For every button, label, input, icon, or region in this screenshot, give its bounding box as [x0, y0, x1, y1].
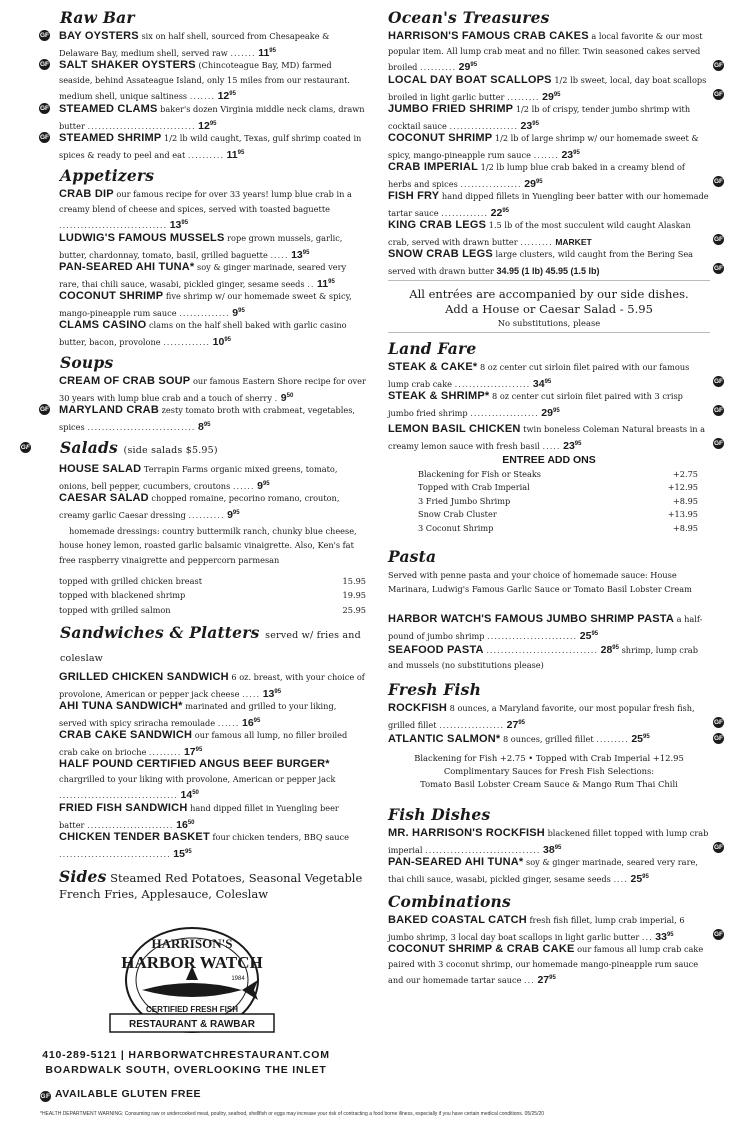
item-name: LOCAL DAY BOAT SCALLOPS: [388, 74, 552, 86]
pasta-section: [388, 547, 710, 670]
sandwiches-section: [40, 623, 366, 859]
logo-year-text: 1984: [231, 976, 245, 982]
item-name: STEAK & CAKE*: [388, 361, 478, 373]
item-desc: 8 oz center cut sirloin filet paired with our famous lump crab cake: [388, 362, 690, 389]
sides-title: Sides: [59, 867, 107, 887]
gluten-free-icon: GF: [713, 440, 724, 447]
addon-row: Snow Crab Cluster +13.95: [418, 509, 698, 520]
salad-add-note: Add a House or Caesar Salad - 5.95: [445, 302, 653, 316]
item-desc: our famous all lump crab cake paired with 3 coconut shrimp, our homemade mango-pineapple rum sauce and our homemade tartar sauce: [388, 944, 704, 986]
item-price: $33^{95}$: [655, 930, 674, 943]
item-name: SNOW CRAB LEGS: [388, 248, 493, 260]
menu-item: CRAB CAKE SANDWICH our famous all lump, no filler broiled crab cake on brioche ......... $17^{95}$: [59, 729, 348, 758]
item-price: $11^{95}$: [226, 148, 245, 161]
topping-row: topped with blackened shrimp 19.95: [59, 590, 366, 601]
addon-row: Topped with Crab Imperial +12.95: [418, 482, 698, 493]
item-name: MARYLAND CRAB: [59, 404, 159, 416]
health-warning: *HEALTH DEPARTMENT WARNING: Consuming raw or undercooked meat, poultry, seafood, shellfish or eggs may increase your risk of contracting a food borne illness, especially if you have certain medical conditions. 05/25/20: [40, 1111, 545, 1117]
item-price: $15^{95}$: [173, 847, 192, 860]
item-price: $23^{95}$: [561, 148, 580, 161]
item-price: $12^{95}$: [198, 119, 217, 132]
no-subs-note: No substitutions, please: [497, 318, 601, 328]
item-name: MR. HARRISON'S ROCKFISH: [388, 827, 545, 840]
menu-item: CRAB DIP our famous recipe for over 33 years! lump blue crab in a creamy blend of cheese and spices, served with toasted baguette .............................. $13^{95}$: [59, 188, 352, 232]
item-price: MARKET: [555, 236, 592, 247]
item-price: $8^{95}$: [198, 420, 211, 433]
item-price: $28^{95}$: [600, 644, 619, 657]
item-price: $9^{95}$: [232, 306, 245, 319]
item-desc: chopped romaine, pecorino romano, crouton, creamy garlic Caesar dressing: [59, 493, 340, 520]
item-desc: our famous all lump, no filler broiled crab cake on brioche: [59, 730, 348, 757]
item-name: HALF POUND CERTIFIED ANGUS BEEF BURGER*: [59, 758, 330, 771]
dressings-text: homemade dressings: country buttermilk ranch, chunky blue cheese, house honey lemon, roasted garlic balsamic vinaigrette. Also, Ken's fat free raspberry vinaigrette and peppercorn parmesan: [59, 526, 357, 565]
gluten-free-icon: GF: [713, 236, 724, 243]
sides-section: [59, 867, 366, 902]
menu-item: SEAFOOD PASTA ............................... $28^{95}$ shrimp, lump crab and mussels (no substitutions please): [388, 644, 698, 670]
item-name: SEAFOOD PASTA: [388, 644, 484, 657]
gluten-free-icon: GF: [713, 378, 724, 385]
item-desc: 1/2 lb of large shrimp w/ our homemade sweet & spicy, mango-pineapple rum sauce: [388, 133, 699, 160]
gluten-free-icon: GF: [713, 265, 724, 272]
item-name: CRAB DIP: [59, 188, 114, 200]
menu-item: COCONUT SHRIMP 1/2 lb of large shrimp w/ our homemade sweet & spicy, mango-pineapple rum sauce ....... $23^{95}$: [388, 132, 699, 161]
item-desc: large clusters, wild caught from the Bering Sea served with drawn butter: [388, 249, 694, 276]
contact-phone-web[interactable]: 410-289-5121 | HARBORWATCHRESTAURANT.COM: [42, 1049, 330, 1061]
gluten-free-legend: GF AVAILABLE GLUTEN FREE: [40, 1088, 202, 1100]
item-price: $29^{95}$: [542, 90, 561, 103]
item-price: $25^{95}$: [631, 733, 650, 746]
menu-item: GF STEAMED CLAMS baker's dozen Virginia middle neck clams, drawn butter .............................. $12^{95}$: [39, 103, 365, 132]
right-column: [388, 8, 724, 987]
fish-dishes-section: [388, 805, 724, 885]
item-name: PAN-SEARED AHI TUNA*: [388, 856, 524, 869]
item-name: STEAK & SHRIMP*: [388, 390, 490, 402]
item-desc: zesty tomato broth with crabmeat, vegetables, spices: [59, 405, 356, 432]
addon-row: 3 Coconut Shrimp +8.95: [418, 522, 698, 533]
item-desc: chargrilled to your liking with provolone, American or pepper jack: [59, 773, 336, 784]
oceans-section: [388, 8, 724, 333]
item-price: $38^{95}$: [543, 843, 562, 856]
item-desc: our famous Eastern Shore recipe for over 30 years with lump blue crab and a touch of sherry: [59, 376, 366, 403]
menu-item: FISH FRY hand dipped fillets in Yuengling beer batter with our homemade tartar sauce ............. $22^{95}$: [388, 190, 709, 219]
menu-item: COCONUT SHRIMP five shrimp w/ our homemade sweet & spicy, mango-pineapple rum sauce .............. $9^{95}$: [59, 290, 352, 319]
item-price: $17^{95}$: [183, 745, 203, 758]
item-price: $9^{50}$: [280, 391, 294, 404]
menu-item: PAN-SEARED AHI TUNA* soy & ginger marinade, seared very rare, thai chili sauce, wasabi, pickled ginger, sesame seeds .. $11^{95}$: [59, 261, 347, 290]
item-desc: twin boneless Coleman Natural breasts in a creamy lemon sauce with fresh basil: [388, 424, 706, 451]
item-price: $16^{95}$: [241, 716, 261, 729]
item-name: CRAB IMPERIAL: [388, 161, 478, 173]
menu-item: CRAB IMPERIAL 1/2 lb lump blue crab baked in a creamy blend of herbs and spices ................. $29^{95}$ GF: [388, 161, 724, 190]
item-desc: our famous recipe for over 33 years! lump blue crab in a creamy blend of cheese and spices, served with toasted baguette: [59, 189, 352, 214]
item-name: AHI TUNA SANDWICH*: [59, 700, 183, 713]
item-name: STEAMED CLAMS: [59, 103, 158, 115]
item-desc: a local favorite & our most popular item. All lump crab meat and no filler. Twin seasoned cakes served broiled: [388, 31, 703, 73]
item-name: BAKED COASTAL CATCH: [388, 914, 527, 927]
item-price: $25^{95}$: [630, 872, 649, 885]
item-name: PAN-SEARED AHI TUNA*: [59, 261, 195, 273]
item-desc: Terrapin Farms organic mixed greens, tomato, onions, bell pepper, cucumbers, croutons: [59, 464, 338, 491]
item-name: CAESAR SALAD: [59, 492, 149, 504]
item-name: HOUSE SALAD: [59, 463, 142, 475]
logo-name-text: HARBOR WATCH: [121, 953, 263, 972]
logo-banner-text: RESTAURANT & RAWBAR: [129, 1019, 255, 1030]
gluten-free-icon: GF: [713, 62, 724, 69]
item-name: SALT SHAKER OYSTERS: [59, 59, 196, 71]
left-column: [20, 8, 366, 902]
harbor-watch-logo: [92, 922, 292, 1044]
menu-item: STEAK & SHRIMP* 8 oz center cut sirloin filet paired with 3 crisp jumbo fried shrimp ................... $29^{95}$ GF: [388, 390, 724, 419]
item-price: 34.95 (1 lb) 45.95 (1.5 lb): [496, 265, 600, 276]
item-price: $10^{95}$: [212, 335, 232, 348]
land-fare-title: Land Fare: [388, 339, 477, 358]
contact-location: BOARDWALK SOUTH, OVERLOOKING THE INLET: [45, 1064, 327, 1076]
item-desc: soy & ginger marinade, seared very rare, thai chili sauce, wasabi, pickled ginger, sesame seeds: [59, 262, 347, 289]
divider: [388, 332, 710, 333]
topping-row: topped with grilled salmon 25.95: [59, 604, 366, 615]
item-desc: 1/2 lb of crispy, tender jumbo shrimp with cocktail sauce: [388, 104, 691, 131]
logo-ring-text: CERTIFIED FRESH FISH: [145, 1005, 239, 1014]
item-price: $22^{95}$: [490, 206, 509, 219]
item-desc: five shrimp w/ our homemade sweet & spicy, mango-pineapple rum sauce: [59, 291, 352, 318]
addon-row: Blackening for Fish or Steaks +2.75: [418, 469, 698, 479]
raw-bar-section: [40, 8, 366, 160]
item-desc: (Chincoteague Bay, MD) farmed seaside, behind Assateague Island, only 15 miles from our restaurant. medium shell, unique saltiness: [59, 60, 351, 102]
menu-item: GF MARYLAND CRAB zesty tomato broth with crabmeat, vegetables, spices .............................. $8^{95}$: [39, 404, 356, 433]
item-name: LUDWIG'S FAMOUS MUSSELS: [59, 232, 225, 244]
item-desc: four chicken tenders, BBQ sauce: [212, 832, 349, 843]
menu-item: LOCAL DAY BOAT SCALLOPS 1/2 lb sweet, local, day boat scallops broiled in light garlic butter ......... $29^{95}$ GF: [388, 74, 724, 103]
gluten-free-icon: GF: [20, 444, 31, 451]
menu-item: GF SALT SHAKER OYSTERS (Chincoteague Bay, MD) farmed seaside, behind Assateague Island, only 15 miles from our restaurant. medium shell, unique saltiness ....... $12^{95}$: [39, 59, 351, 103]
item-price: $27^{95}$: [537, 974, 556, 987]
menu-item: AHI TUNA SANDWICH* marinated and grilled to your liking, served with spicy sriracha remoulade ...... $16^{95}$: [59, 700, 337, 729]
gluten-free-icon: GF: [713, 931, 724, 939]
menu-item: CAESAR SALAD chopped romaine, pecorino romano, crouton, creamy garlic Caesar dressing .......... $9^{95}$: [59, 492, 340, 521]
item-desc: 6 oz. breast, with your choice of provolone, American or pepper jack cheese: [59, 672, 365, 699]
item-name: CHICKEN TENDER BASKET: [59, 831, 210, 844]
item-price: $11^{95}$: [317, 277, 335, 290]
item-price: $16^{50}$: [176, 818, 195, 831]
gluten-free-icon: GF: [713, 91, 724, 98]
menu-item: ROCKFISH 8 ounces, a Maryland favorite, our most popular fresh fish, grilled fillet .................. $27^{95}$ GF: [388, 702, 724, 731]
item-price: $9^{95}$: [227, 508, 240, 521]
item-name: LEMON BASIL CHICKEN: [388, 423, 521, 435]
item-desc: hand dipped fillets in Yuengling beer batter with our homemade tartar sauce: [388, 191, 709, 218]
item-name: COCONUT SHRIMP: [59, 290, 164, 302]
item-price: $29^{95}$: [524, 177, 543, 190]
logo-top-text: HARRISON'S: [151, 936, 233, 951]
menu-item: LEMON BASIL CHICKEN twin boneless Coleman Natural breasts in a creamy lemon sauce with fresh basil ..... $23^{95}$ GF: [388, 423, 724, 452]
sides-text: Steamed Red Potatoes, Seasonal Vegetable French Fries, Applesauce, Coleslaw: [59, 871, 363, 902]
item-name: HARBOR WATCH'S FAMOUS JUMBO SHRIMP PASTA: [388, 613, 675, 626]
salads-title: GF Salads (side salads $5.95): [20, 438, 218, 457]
item-price: $29^{95}$: [458, 61, 478, 74]
item-name: JUMBO FRIED SHRIMP: [388, 103, 514, 115]
item-name: CREAM OF CRAB SOUP: [59, 375, 191, 387]
item-price: $13^{95}$: [291, 248, 310, 261]
menu-item: LUDWIG'S FAMOUS MUSSELS rope grown mussels, garlic, butter, chardonnay, tomato, basil, grilled baguette ..... $13^{95}$: [59, 232, 343, 261]
addon-row: 3 Fried Jumbo Shrimp +8.95: [418, 495, 698, 506]
menu-item: BAKED COASTAL CATCH fresh fish fillet, lump crab imperial, 6 jumbo shrimp, 3 local day boat scallops in light garlic butter ... $33^{95}$ GF: [388, 914, 724, 943]
item-desc: blackened fillet topped with lump crab imperial: [388, 828, 709, 855]
gluten-free-icon: GF: [39, 61, 50, 68]
item-desc: 8 ounces, grilled fillet: [502, 734, 594, 745]
item-price: $11^{95}$: [258, 46, 276, 59]
item-price: $13^{95}$: [169, 219, 189, 232]
item-desc: 1/2 lb wild caught, Texas, gulf shrimp coated in spices & ready to peel and eat: [59, 133, 362, 160]
item-name: COCONUT SHRIMP & CRAB CAKE: [388, 943, 575, 956]
item-price: $34^{95}$: [532, 377, 552, 390]
topping-row: topped with grilled chicken breast 15.95: [59, 576, 366, 586]
appetizers-section: [40, 166, 366, 347]
item-desc: 1/2 lb lump blue crab baked in a creamy blend of herbs and spices: [388, 162, 685, 189]
gluten-free-icon: GF: [40, 1093, 51, 1100]
menu-item: COCONUT SHRIMP & CRAB CAKE our famous all lump crab cake paired with 3 coconut shrimp, our homemade mango-pineapple rum sauce and our homemade tartar sauce ... $27^{95}$: [388, 943, 704, 987]
appetizers-title: Appetizers: [60, 166, 155, 185]
menu-item: HALF POUND CERTIFIED ANGUS BEEF BURGER* chargrilled to your liking with provolone, American or pepper jack ................................. $14^{50}$: [59, 758, 336, 802]
item-desc: baker's dozen Virginia middle neck clams, drawn butter: [59, 104, 365, 131]
item-name: HARRISON'S FAMOUS CRAB CAKES: [388, 30, 589, 42]
gluten-free-icon: GF: [39, 134, 50, 141]
item-name: CLAMS CASINO: [59, 319, 147, 331]
item-desc: fresh fish fillet, lump crab imperial, 6 jumbo shrimp, 3 local day boat scallops in light garlic butter: [388, 915, 685, 942]
gluten-free-icon: GF: [39, 406, 50, 413]
item-name: ROCKFISH: [388, 702, 448, 715]
gluten-free-icon: GF: [713, 844, 724, 852]
item-name: BAY OYSTERS: [59, 30, 139, 42]
menu-item: GF BAY OYSTERS six on half shell, sourced from Chesapeake & Delaware Bay, medium shell, served raw ....... $11^{95}$: [39, 30, 330, 59]
gluten-free-icon: GF: [39, 105, 50, 112]
menu-item: ATLANTIC SALMON* 8 ounces, grilled fillet ......... $25^{95}$ GF: [388, 733, 724, 746]
menu-item: [388, 247, 724, 276]
item-desc: soy & ginger marinade, seared very rare, thai chili sauce, wasabi, pickled ginger, sesame seeds: [388, 857, 698, 884]
fish-addons-note: Blackening for Fish +2.75 • Topped with Crab Imperial +12.95: [414, 753, 684, 764]
item-name: ATLANTIC SALMON*: [388, 733, 501, 746]
item-name: FISH FRY: [388, 190, 440, 202]
menu-item: GRILLED CHICKEN SANDWICH 6 oz. breast, with your choice of provolone, American or pepper jack cheese ..... $13^{95}$: [59, 671, 365, 700]
menu-item: KING CRAB LEGS 1.5 lb of the most succulent wild caught Alaskan crab, served with drawn butter ......... MARKET GF: [388, 219, 724, 247]
menu-item: JUMBO FRIED SHRIMP 1/2 lb of crispy, tender jumbo shrimp with cocktail sauce ................... $23^{95}$: [388, 103, 691, 132]
soups-title: Soups: [60, 353, 114, 372]
combinations-title: Combinations: [388, 892, 511, 912]
divider: [388, 280, 710, 281]
oceans-title: Ocean's Treasures: [388, 8, 550, 27]
gluten-free-icon: GF: [713, 735, 724, 743]
menu-item: CREAM OF CRAB SOUP our famous Eastern Shore recipe for over 30 years with lump blue crab and a touch of sherry . $9^{50}$: [59, 375, 366, 404]
item-desc: 8 oz center cut sirloin filet paired with 3 crisp jumbo fried shrimp: [388, 391, 683, 418]
item-desc: a half-pound of jumbo shrimp: [388, 614, 703, 641]
menu-item: STEAK & CAKE* 8 oz center cut sirloin filet paired with our famous lump crab cake ..................... $34^{95}$ GF: [388, 361, 724, 390]
gluten-free-icon: GF: [39, 32, 50, 39]
salads-section: [20, 438, 366, 617]
menu-item: CLAMS CASINO clams on the half shell baked with garlic casino butter, bacon, provolone ............. $10^{95}$: [59, 319, 347, 348]
item-name: STEAMED SHRIMP: [59, 132, 162, 144]
combinations-section: [388, 892, 724, 987]
item-desc: marinated and grilled to your liking, served with spicy sriracha remoulade: [59, 701, 337, 728]
menu-item: HARBOR WATCH'S FAMOUS JUMBO SHRIMP PASTA a half-pound of jumbo shrimp ......................... $25^{95}$: [388, 613, 703, 642]
item-price: $23^{95}$: [520, 119, 539, 132]
item-name: CRAB CAKE SANDWICH: [59, 729, 193, 742]
logo-graphic: [92, 922, 292, 1044]
fish-sauces-note: Complimentary Sauces for Fresh Fish Selections:: [443, 766, 655, 777]
menu-item: HOUSE SALAD Terrapin Farms organic mixed greens, tomato, onions, bell pepper, cucumbers, croutons ...... $9^{95}$: [59, 463, 338, 492]
item-price: $12^{95}$: [217, 90, 236, 103]
item-desc: six on half shell, sourced from Chesapeake & Delaware Bay, medium shell, served raw: [59, 31, 330, 58]
fresh-fish-section: [388, 680, 724, 791]
menu-item: CHICKEN TENDER BASKET four chicken tenders, BBQ sauce ............................... $15^{95}$: [59, 831, 349, 860]
fresh-fish-title: Fresh Fish: [388, 680, 482, 700]
item-price: $25^{95}$: [579, 629, 599, 642]
item-price: $23^{95}$: [563, 439, 582, 452]
pasta-title: Pasta: [388, 547, 437, 567]
item-name: KING CRAB LEGS: [388, 219, 487, 231]
item-name: FRIED FISH SANDWICH: [59, 802, 188, 815]
item-desc: shrimp, lump crab and mussels (no substitutions please): [388, 645, 698, 670]
gluten-free-icon: GF: [713, 719, 724, 727]
item-price: $29^{95}$: [541, 406, 560, 419]
contact-block: [16, 1048, 356, 1078]
fish-dishes-title: Fish Dishes: [388, 805, 491, 825]
item-price: $9^{95}$: [257, 479, 270, 492]
soups-section: [40, 353, 366, 432]
menu-item: HARRISON'S FAMOUS CRAB CAKES a local favorite & our most popular item. All lump crab meat and no filler. Twin seasoned cakes served broiled .......... $29^{95}$ GF: [388, 30, 724, 74]
item-desc: hand dipped fillet in Yuengling beer batter: [59, 803, 339, 830]
item-desc: clams on the half shell baked with garlic casino butter, bacon, provolone: [59, 320, 347, 347]
gluten-free-icon: GF: [713, 407, 724, 414]
item-price: $13^{95}$: [262, 687, 282, 700]
item-price: $27^{95}$: [506, 718, 525, 731]
gluten-free-icon: GF: [713, 178, 724, 185]
pasta-intro: Served with penne pasta and your choice of homemade sauce: House Marinara, Ludwig's Famous Garlic Sauce or Tomato Basil Lobster Cream: [388, 570, 692, 595]
raw-bar-title: Raw Bar: [60, 8, 135, 27]
menu-item: PAN-SEARED AHI TUNA* soy & ginger marinade, seared very rare, thai chili sauce, wasabi, pickled ginger, sesame seeds .... $25^{95}$: [388, 856, 698, 885]
item-name: COCONUT SHRIMP: [388, 132, 493, 144]
item-name: GRILLED CHICKEN SANDWICH: [59, 671, 229, 684]
item-desc: 8 ounces, a Maryland favorite, our most popular fresh fish, grilled fillet: [388, 703, 695, 730]
menu-item: FRIED FISH SANDWICH hand dipped fillet in Yuengling beer batter ........................ $16^{50}$: [59, 802, 339, 831]
land-fare-section: [388, 339, 724, 535]
fish-sauces-list: Tomato Basil Lobster Cream Sauce & Mango Rum Thai Chili: [420, 779, 678, 790]
item-desc: 1/2 lb sweet, local, day boat scallops broiled in light garlic butter: [388, 75, 707, 102]
salads-note: (side salads $5.95): [123, 445, 218, 456]
menu-item: MR. HARRISON'S ROCKFISH blackened fillet topped with lump crab imperial ................................ $38^{95}$ GF: [388, 827, 724, 856]
item-desc: 1.5 lb of the most succulent wild caught Alaskan crab, served with drawn butter: [388, 220, 691, 247]
item-price: $14^{50}$: [180, 789, 199, 802]
item-desc: rope grown mussels, garlic, butter, chardonnay, tomato, basil, grilled baguette: [59, 233, 343, 260]
sandwiches-title: Sandwiches & Platters served w/ fries and coleslaw: [60, 623, 361, 665]
menu-item: GF STEAMED SHRIMP 1/2 lb wild caught, Texas, gulf shrimp coated in spices & ready to peel and eat .......... $11^{95}$: [39, 132, 362, 161]
entree-addons-title: ENTREE ADD ONS: [502, 454, 596, 466]
entrees-note: All entrées are accompanied by our side dishes.: [409, 287, 689, 301]
sandwiches-note: served w/ fries and coleslaw: [60, 630, 361, 665]
